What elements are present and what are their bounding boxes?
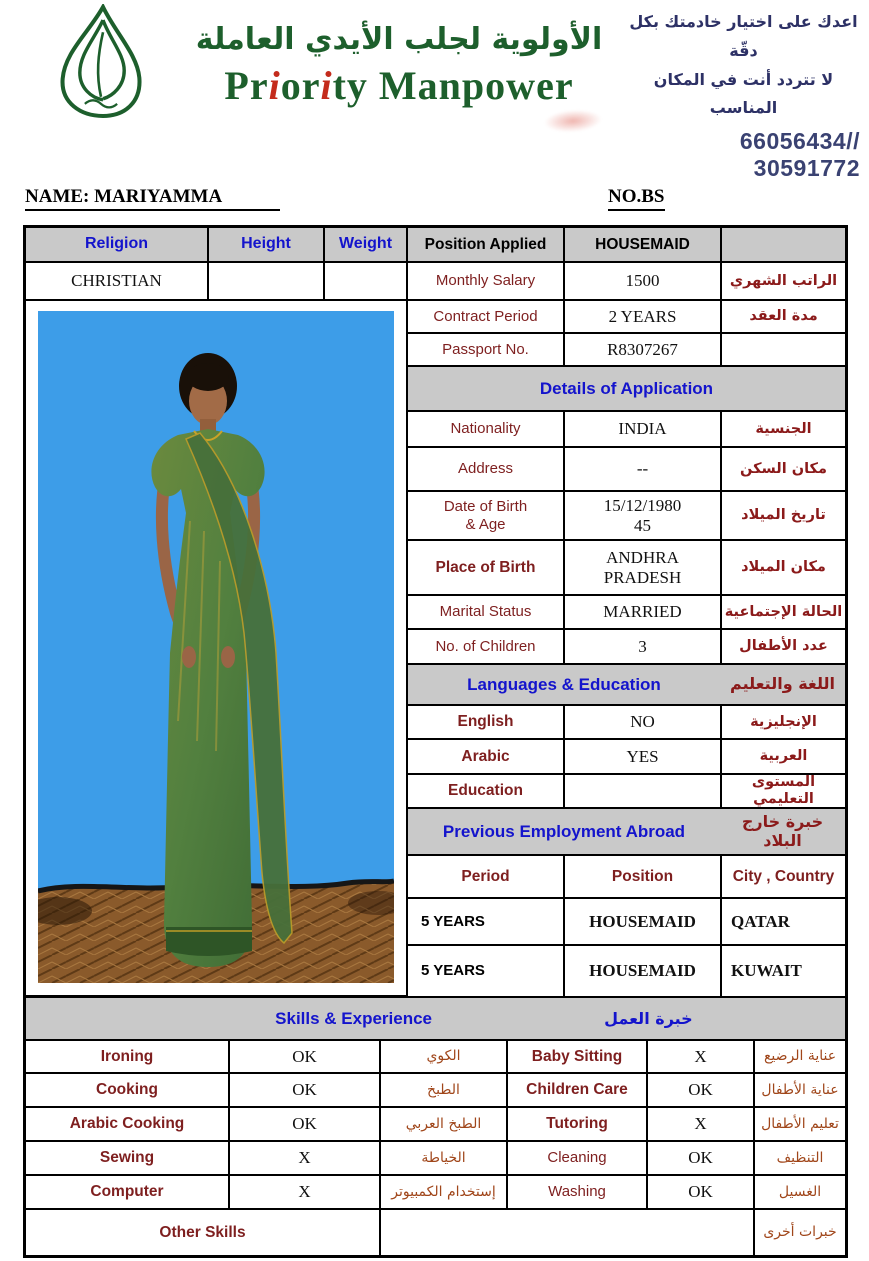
contract-period-value: 2 YEARS	[565, 301, 720, 332]
skill-arabiccooking-value: OK	[230, 1108, 379, 1140]
employment1-period: 5 YEARS	[408, 899, 563, 944]
row-education	[408, 775, 845, 807]
age-value: 45	[634, 515, 651, 535]
arabic-arabic: العربية	[722, 740, 845, 773]
other-skills-label: Other Skills	[26, 1210, 379, 1255]
previous-employment-header	[408, 809, 845, 854]
monthly-salary-value: 1500	[565, 263, 720, 299]
period-header: Period	[408, 856, 563, 897]
position-applied-value: HOUSEMAID	[565, 228, 720, 261]
skills-row-1	[26, 1041, 845, 1072]
skill-cleaning-value: OK	[648, 1142, 753, 1174]
skill-ironing-arabic: الكوي	[381, 1041, 506, 1072]
skill-babysitting-arabic: عناية الرضيع	[755, 1041, 845, 1072]
company-name-arabic: الأولوية لجلب الأيدي العاملة	[195, 22, 603, 57]
marital-status-value: MARRIED	[565, 596, 720, 628]
nationality-label: Nationality	[408, 412, 563, 446]
company-name-english	[168, 62, 630, 109]
dob-value: 15/12/1980	[603, 495, 682, 515]
company-name-part: or	[280, 63, 321, 108]
marital-status-arabic: الحالة الإجتماعية	[722, 596, 845, 628]
languages-education-header	[408, 665, 845, 704]
religion-value: CHRISTIAN	[26, 263, 207, 299]
skill-cooking-value: OK	[230, 1074, 379, 1106]
skill-sewing-label: Sewing	[26, 1142, 228, 1174]
employment1-city: QATAR	[722, 899, 845, 944]
marital-status-label: Marital Status	[408, 596, 563, 628]
skill-cleaning-label: Cleaning	[508, 1142, 646, 1174]
children-value: 3	[565, 630, 720, 663]
skill-cooking-arabic: الطبخ	[381, 1074, 506, 1106]
skills-row-5	[26, 1176, 845, 1208]
place-of-birth-label: Place of Birth	[408, 541, 563, 594]
skill-ironing-label: Ironing	[26, 1041, 228, 1072]
skill-computer-label: Computer	[26, 1176, 228, 1208]
company-name-red-i: i	[320, 63, 333, 108]
previous-employment-arabic: خبرة خارج البلاد	[741, 812, 824, 850]
applicant-photo	[26, 301, 406, 995]
details-rows	[408, 301, 845, 996]
english-arabic: الإنجليزية	[722, 706, 845, 738]
pob-value-line2: PRADESH	[603, 567, 682, 587]
details-of-application-header: Details of Application	[408, 367, 845, 410]
row-employment-head	[408, 856, 845, 897]
company-name-part: ty Manpower	[332, 63, 574, 108]
passport-label: Passport No.	[408, 334, 563, 365]
skill-arabiccooking-arabic: الطبخ العربي	[381, 1108, 506, 1140]
tagline-line1: اعدك على اختيار خادمتك بكل دقّة	[629, 12, 858, 60]
employment2-position: HOUSEMAID	[565, 946, 720, 996]
dob-age-label	[408, 492, 563, 539]
row-children	[408, 630, 845, 663]
company-name-part: Pr	[224, 63, 269, 108]
skill-cleaning-arabic: التنظيف	[755, 1142, 845, 1174]
skill-childrencare-label: Children Care	[508, 1074, 646, 1106]
skill-childrencare-value: OK	[648, 1074, 753, 1106]
weight-header: Weight	[325, 228, 406, 261]
skill-computer-value: X	[230, 1176, 379, 1208]
applicant-name: NAME: MARIYAMMA	[25, 186, 280, 211]
company-name-red-i: i	[268, 63, 281, 108]
row-english	[408, 706, 845, 738]
dob-arabic: تاريخ الميلاد	[722, 492, 845, 539]
row-contract-period	[408, 301, 845, 332]
skill-childrencare-arabic: عناية الأطفال	[755, 1074, 845, 1106]
arabic-label: Arabic	[408, 740, 563, 773]
row-nationality	[408, 412, 845, 446]
monthly-salary-label: Monthly Salary	[408, 263, 563, 299]
skills-row-2	[26, 1074, 845, 1106]
row-employment-2	[408, 946, 845, 996]
tagline-line2: لا تتردد أنت في المكان المناسب	[653, 69, 834, 118]
skill-tutoring-value: X	[648, 1108, 753, 1140]
row-employment-1	[408, 899, 845, 944]
place-of-birth-arabic: مكان الميلاد	[722, 541, 845, 594]
skill-washing-value: OK	[648, 1176, 753, 1208]
weight-value-empty	[325, 263, 406, 299]
row-details-header	[408, 367, 845, 410]
city-country-header: City , Country	[722, 856, 845, 897]
children-label: No. of Children	[408, 630, 563, 663]
passport-arabic-empty	[722, 334, 845, 365]
pob-value-line1: ANDHRA	[606, 547, 679, 567]
previous-employment-title: Previous Employment Abroad	[442, 821, 686, 841]
company-logo-droplet-icon	[50, 4, 152, 120]
passport-value: R8307267	[565, 334, 720, 365]
row-prev-employment-header	[408, 809, 845, 854]
languages-education-title: Languages & Education	[467, 674, 661, 694]
row-passport	[408, 334, 845, 365]
row-address	[408, 448, 845, 490]
row-dob-age	[408, 492, 845, 539]
skills-experience-arabic: خبرة العمل	[604, 1009, 693, 1028]
skill-ironing-value: OK	[230, 1041, 379, 1072]
other-skills-arabic: خبرات أخرى	[755, 1210, 845, 1255]
header-corner-empty	[722, 228, 845, 261]
monthly-salary-arabic: الراتب الشهري	[722, 263, 845, 299]
skills-experience-header	[26, 998, 845, 1039]
english-label: English	[408, 706, 563, 738]
english-value: NO	[565, 706, 720, 738]
table-middle-band	[26, 301, 845, 996]
skill-babysitting-value: X	[648, 1041, 753, 1072]
skill-tutoring-label: Tutoring	[508, 1108, 646, 1140]
skill-arabiccooking-label: Arabic Cooking	[26, 1108, 228, 1140]
row-other-skills	[26, 1210, 845, 1255]
red-stamp-smudge	[543, 108, 602, 134]
education-arabic: المستوى التعليمي	[722, 775, 845, 807]
phone-numbers: 66056434// 30591772	[739, 128, 860, 181]
employment2-period: 5 YEARS	[408, 946, 563, 996]
skill-cooking-label: Cooking	[26, 1074, 228, 1106]
row-languages-header	[408, 665, 845, 704]
applicant-photo-illustration	[38, 311, 394, 983]
skill-sewing-value: X	[230, 1142, 379, 1174]
skill-computer-arabic: إستخدام الكمبيوتر	[381, 1176, 506, 1208]
contract-period-label: Contract Period	[408, 301, 563, 332]
height-value-empty	[209, 263, 323, 299]
skill-washing-label: Washing	[508, 1176, 646, 1208]
row-marital-status	[408, 596, 845, 628]
children-arabic: عدد الأطفال	[722, 630, 845, 663]
dob-label-line1: Date of Birth	[443, 498, 528, 516]
other-skills-value-empty	[381, 1210, 753, 1255]
arabic-value: YES	[565, 740, 720, 773]
dob-label-line2: & Age	[465, 515, 506, 533]
address-label: Address	[408, 448, 563, 490]
place-of-birth-value	[565, 541, 720, 594]
bio-data-table	[23, 225, 848, 1258]
dob-age-value	[565, 492, 720, 539]
nationality-arabic: الجنسية	[722, 412, 845, 446]
education-label: Education	[408, 775, 563, 807]
employment1-position: HOUSEMAID	[565, 899, 720, 944]
row-place-of-birth	[408, 541, 845, 594]
skills-row-4	[26, 1142, 845, 1174]
employment2-city: KUWAIT	[722, 946, 845, 996]
applicant-name-line	[25, 186, 280, 211]
skill-babysitting-label: Baby Sitting	[508, 1041, 646, 1072]
table-top-rows	[26, 228, 845, 299]
skills-experience-title: Skills & Experience	[275, 1008, 433, 1028]
reference-number: NO.BS	[608, 186, 665, 211]
address-value: --	[565, 448, 720, 490]
skill-tutoring-arabic: تعليم الأطفال	[755, 1108, 845, 1140]
languages-education-arabic: اللغة والتعليم	[730, 674, 835, 694]
education-value-empty	[565, 775, 720, 807]
address-arabic: مكان السكن	[722, 448, 845, 490]
row-arabic	[408, 740, 845, 773]
height-header: Height	[209, 228, 323, 261]
contract-period-arabic: مدة العقد	[722, 301, 845, 332]
skill-sewing-arabic: الخياطة	[381, 1142, 506, 1174]
religion-header: Religion	[26, 228, 207, 261]
skill-washing-arabic: الغسيل	[755, 1176, 845, 1208]
skills-row-3	[26, 1108, 845, 1140]
position-header: Position	[565, 856, 720, 897]
arabic-tagline	[626, 8, 861, 123]
position-applied-header: Position Applied	[408, 228, 563, 261]
nationality-value: INDIA	[565, 412, 720, 446]
